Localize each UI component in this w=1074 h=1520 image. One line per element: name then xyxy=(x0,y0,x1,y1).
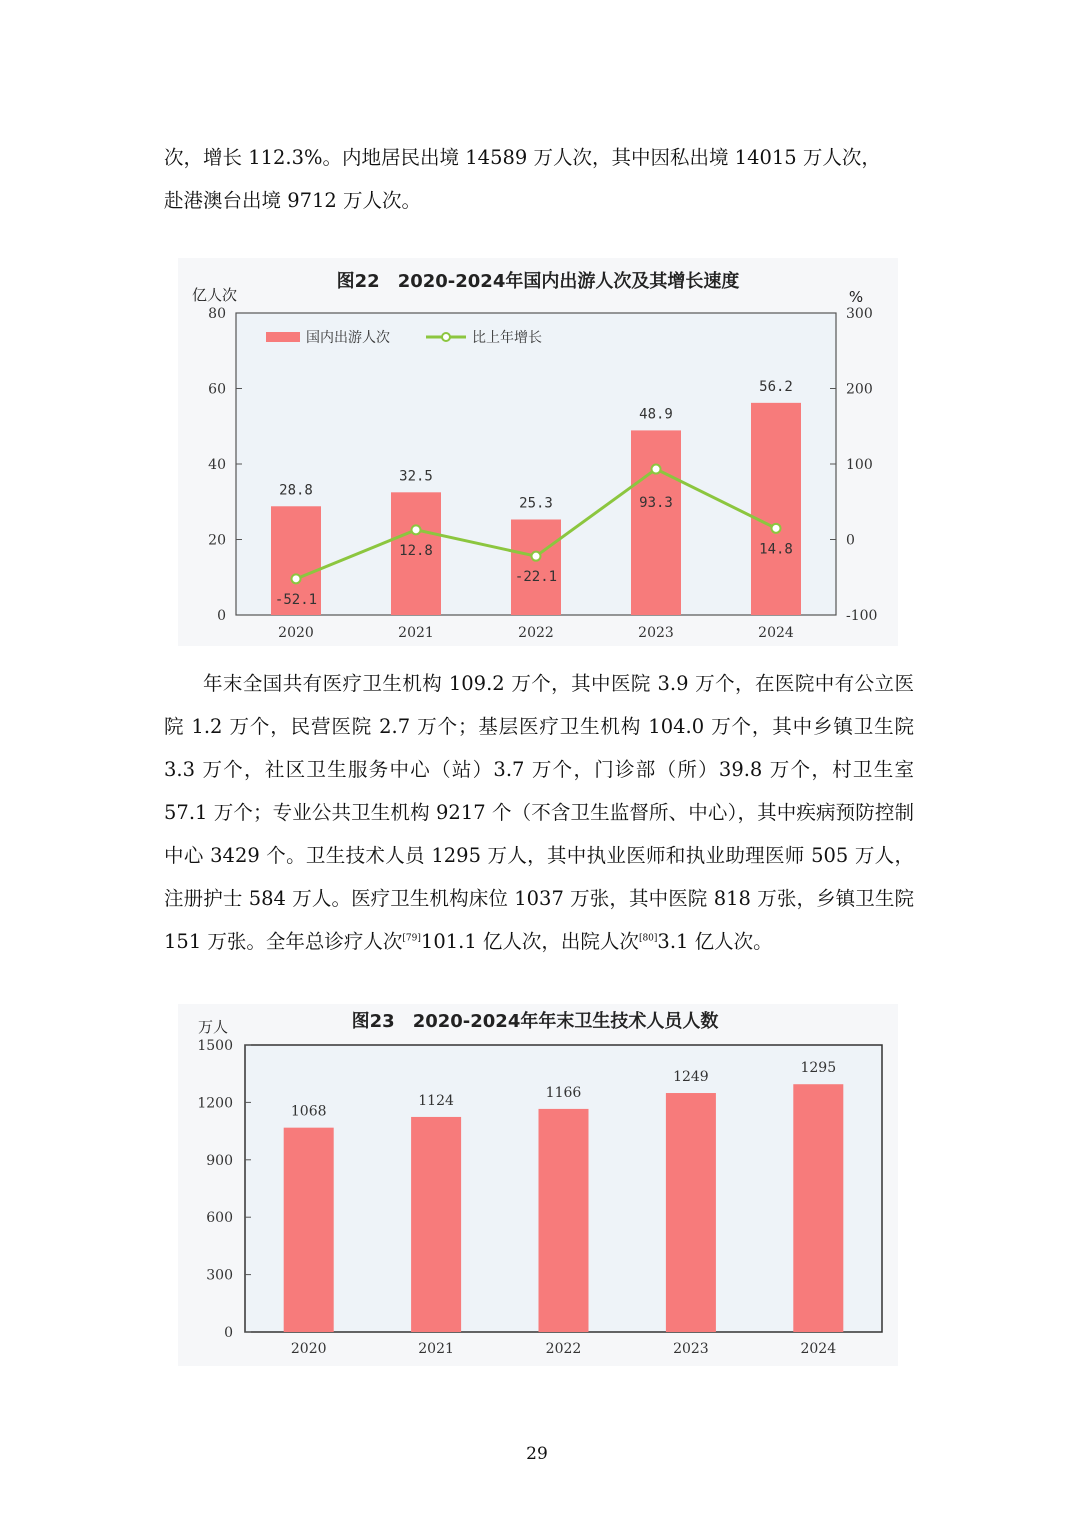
chart-23-bar xyxy=(539,1109,589,1332)
paragraph-top-line2: 赴港澳台出境 9712 万人次。 xyxy=(164,189,422,212)
chart-22-legend-bar-label: 国内出游人次 xyxy=(306,330,390,346)
chart-22-growth-point xyxy=(292,574,301,583)
chart-22-title: 图22 2020-2024年国内出游人次及其增长速度 xyxy=(336,271,740,292)
chart-23-x-label: 2020 xyxy=(290,1341,327,1357)
chart-23-bar-label: 1068 xyxy=(290,1103,327,1120)
chart-22-growth-label: 93.3 xyxy=(639,495,673,512)
chart-22-bar-label: 28.8 xyxy=(279,482,313,499)
chart-22-right-tick-label: 300 xyxy=(846,306,873,322)
chart-22-legend-line-marker xyxy=(442,333,450,341)
chart-23-unit: 万人 xyxy=(198,1018,229,1036)
chart-23-tick-label: 1200 xyxy=(197,1095,233,1112)
chart-22-legend-line-label: 比上年增长 xyxy=(472,330,542,346)
chart-22-svg xyxy=(178,258,898,646)
chart-22-growth-label: -22.1 xyxy=(514,569,558,586)
chart-22-right-unit: % xyxy=(848,288,864,306)
chart-22-x-label: 2021 xyxy=(398,625,434,641)
chart-23-x-label: 2022 xyxy=(545,1341,582,1357)
chart-22-left-tick-label: 20 xyxy=(208,532,226,549)
chart-23-bar xyxy=(793,1084,843,1332)
chart-22-right-tick-label: 200 xyxy=(846,381,873,398)
chart-22-left-tick-label: 80 xyxy=(208,306,226,322)
chart-23-bar-label: 1249 xyxy=(673,1069,709,1086)
chart-22-growth-point xyxy=(532,552,541,561)
chart-23-bar-label: 1124 xyxy=(418,1092,454,1109)
chart-22-x-label: 2020 xyxy=(278,625,314,641)
chart-23-bar xyxy=(666,1093,716,1332)
chart-22-growth-point xyxy=(412,525,421,534)
paragraph-middle-text-a: 年末全国共有医疗卫生机构 109.2 万个，其中医院 3.9 万个，在医院中有公立医院 1.2 万个，民营医院 2.7 万个；基层医疗卫生机构 104.0 万个，其中乡镇卫生院 3.3 万个，社区卫生服务中心（站）3.7 万个，门诊部（所）39.8 万个，村卫生室 57.1 万个；专业公共卫生机构 9217 个（不含卫生监督所、中心），其中疾病预防控制中心 3429 个。卫生技术人员 1295 万人，其中执业医师和执业助理医师 505 万人，注册护士 584 万人。医疗卫生机构床位 1037 万张，其中医院 818 万张，乡镇卫生院 151 万张。全年总诊疗人次 xyxy=(164,672,914,953)
paragraph-middle xyxy=(164,662,914,963)
chart-23-tick-label: 0 xyxy=(224,1325,233,1341)
chart-22-bar-label: 25.3 xyxy=(519,495,553,512)
chart-23-bar-label: 1166 xyxy=(545,1084,582,1101)
chart-23-x-label: 2024 xyxy=(800,1341,837,1357)
page-number: 29 xyxy=(526,1444,548,1464)
chart-23-bar-label: 1295 xyxy=(800,1060,837,1077)
chart-22-growth-label: -52.1 xyxy=(274,591,318,608)
chart-22-bar-label: 32.5 xyxy=(399,468,433,485)
chart-22-growth-point xyxy=(652,465,661,474)
chart-22-legend-bar-swatch xyxy=(266,332,300,342)
chart-22-right-tick-label: 100 xyxy=(846,457,873,473)
chart-22 xyxy=(178,258,898,646)
chart-22-growth-point xyxy=(772,524,781,533)
chart-22-growth-label: 12.8 xyxy=(399,542,433,559)
chart-22-left-unit: 亿人次 xyxy=(192,286,238,304)
chart-23-title: 图23 2020-2024年年末卫生技术人员人数 xyxy=(351,1011,719,1032)
chart-22-x-label: 2023 xyxy=(638,625,674,641)
footnote-ref-80[interactable]: [80] xyxy=(638,933,658,944)
chart-22-bar xyxy=(511,519,561,615)
chart-23-tick-label: 300 xyxy=(206,1267,233,1284)
chart-23-bar xyxy=(284,1128,334,1332)
chart-23-tick-label: 900 xyxy=(206,1152,233,1169)
chart-23 xyxy=(178,1004,898,1366)
chart-23-bar xyxy=(411,1117,461,1332)
chart-23-tick-label: 1500 xyxy=(197,1038,233,1054)
chart-23-x-label: 2023 xyxy=(673,1341,709,1357)
chart-22-right-tick-label: -100 xyxy=(846,608,878,624)
chart-23-svg xyxy=(178,1004,898,1366)
paragraph-middle-text-c: 3.1 亿人次。 xyxy=(657,930,773,953)
chart-22-bar xyxy=(751,403,801,615)
chart-22-bar-label: 56.2 xyxy=(759,378,793,395)
chart-23-x-label: 2021 xyxy=(418,1341,454,1357)
paragraph-top-line1: 次，增长 112.3%。内地居民出境 14589 万人次，其中因私出境 14015 万人次， xyxy=(164,146,881,169)
chart-22-right-tick-label: 0 xyxy=(846,532,855,549)
footnote-ref-79[interactable]: [79] xyxy=(402,933,421,944)
chart-22-bar-label: 48.9 xyxy=(639,406,673,423)
paragraph-middle-text-b: 101.1 亿人次，出院人次 xyxy=(420,930,639,953)
chart-23-tick-label: 600 xyxy=(206,1210,233,1227)
chart-22-growth-label: 14.8 xyxy=(759,541,793,558)
chart-22-x-label: 2024 xyxy=(758,625,794,641)
chart-22-left-tick-label: 60 xyxy=(208,381,226,398)
chart-22-bar xyxy=(631,430,681,615)
chart-22-left-tick-label: 0 xyxy=(217,608,226,624)
chart-22-left-tick-label: 40 xyxy=(208,457,226,473)
paragraph-top xyxy=(164,136,914,222)
chart-22-x-label: 2022 xyxy=(518,625,554,641)
